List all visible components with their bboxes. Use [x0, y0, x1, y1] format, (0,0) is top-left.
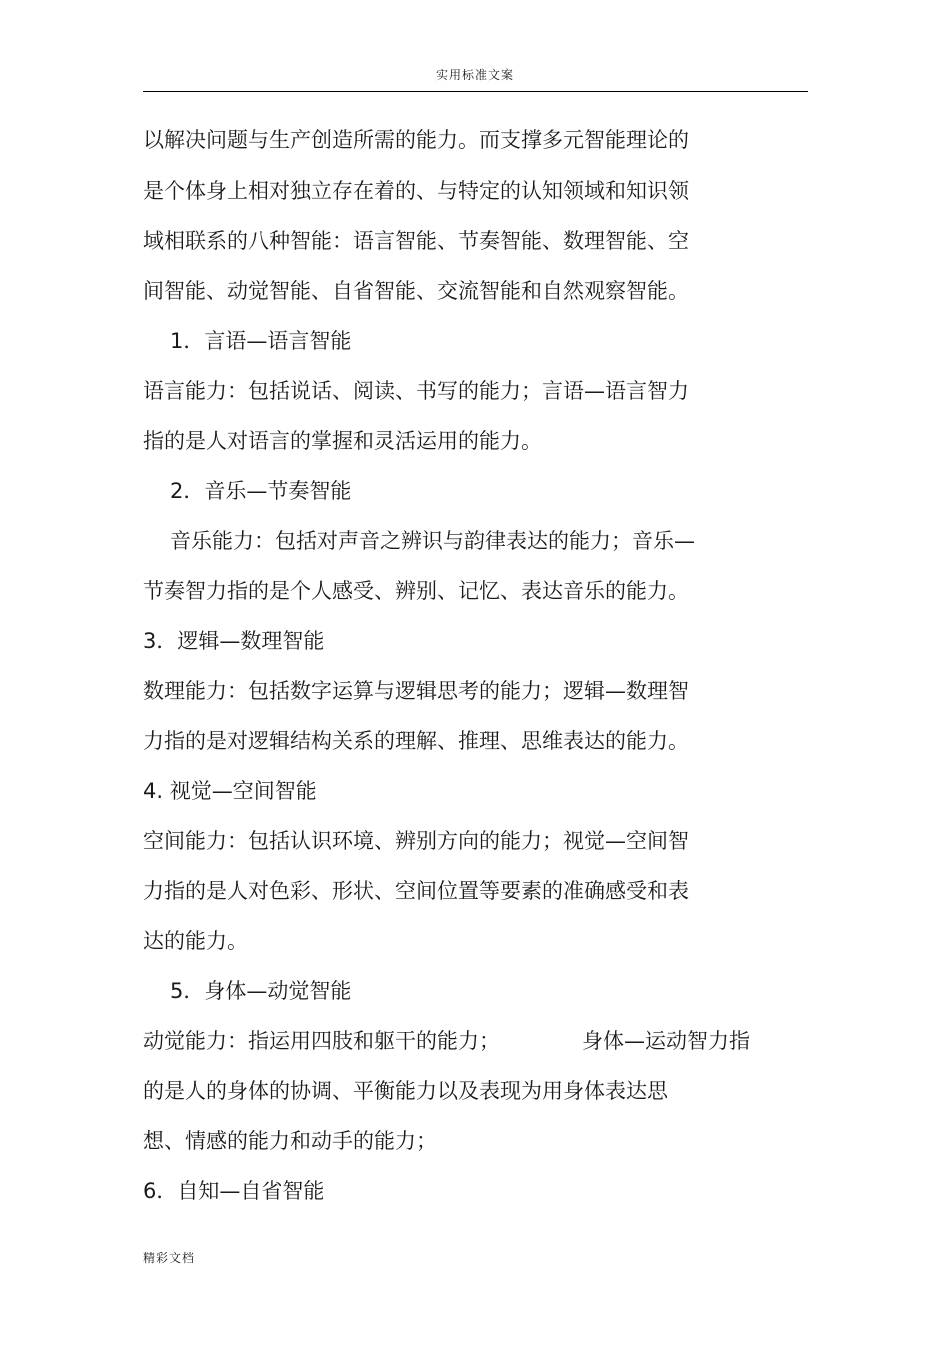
body-line-19-part-2: 身体—运动智力指	[582, 1029, 750, 1053]
body-line-19	[143, 1026, 750, 1056]
section-heading-4: 4. 视觉—空间智能	[143, 779, 317, 803]
body-line-2: 是个体身上相对独立存在着的、与特定的认知领域和知识领	[143, 179, 689, 203]
section-heading-6: 6．自知—自省智能	[143, 1179, 325, 1203]
body-line-19-part-1: 动觉能力：指运用四肢和躯干的能力；	[143, 1029, 500, 1053]
section-heading-1: 1．言语—语言智能	[170, 329, 352, 353]
body-line-9: 音乐能力：包括对声音之辨识与韵律表达的能力；音乐—	[170, 529, 695, 553]
body-line-7: 指的是人对语言的掌握和灵活运用的能力。	[143, 429, 542, 453]
body-line-1: 以解决问题与生产创造所需的能力。而支撑多元智能理论的	[143, 128, 689, 152]
body-line-21: 想、情感的能力和动手的能力；	[143, 1129, 437, 1153]
body-line-13: 力指的是对逻辑结构关系的理解、推理、思维表达的能力。	[143, 729, 689, 753]
body-line-16: 力指的是人对色彩、形状、空间位置等要素的准确感受和表	[143, 879, 689, 903]
body-line-12: 数理能力：包括数字运算与逻辑思考的能力；逻辑—数理智	[143, 679, 689, 703]
body-line-6: 语言能力：包括说话、阅读、书写的能力；言语—语言智力	[143, 379, 689, 403]
section-heading-5: 5．身体—动觉智能	[170, 979, 352, 1003]
header-divider	[143, 91, 808, 92]
body-line-17: 达的能力。	[143, 929, 248, 953]
body-line-10: 节奏智力指的是个人感受、辨别、记忆、表达音乐的能力。	[143, 579, 689, 603]
body-line-4: 间智能、动觉智能、自省智能、交流智能和自然观察智能。	[143, 279, 689, 303]
page-header: 实用标准文案	[435, 68, 514, 82]
body-line-3: 域相联系的八种智能：语言智能、节奏智能、数理智能、空	[143, 229, 689, 253]
body-line-15: 空间能力：包括认识环境、辨别方向的能力；视觉—空间智	[143, 829, 689, 853]
section-heading-2: 2．音乐—节奏智能	[170, 479, 352, 503]
section-heading-3: 3．逻辑—数理智能	[143, 629, 325, 653]
body-line-20: 的是人的身体的协调、平衡能力以及表现为用身体表达思	[143, 1079, 668, 1103]
page-footer: 精彩文档	[143, 1251, 196, 1265]
